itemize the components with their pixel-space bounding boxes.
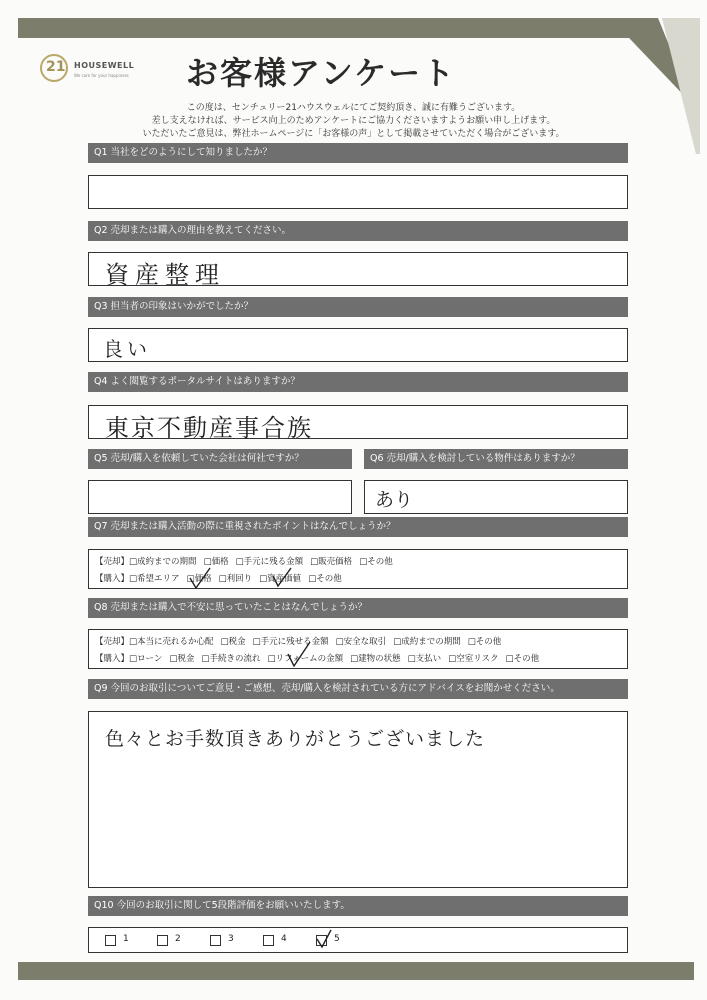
q4-answer: 東京不動産事合族 <box>105 414 313 442</box>
q8-buy-option[interactable]: □建物の状態 <box>350 654 401 664</box>
q8-checkmark-icon <box>285 640 313 670</box>
q7-buy-prefix: 【購入】 <box>95 574 130 584</box>
q10-label: Q10 今回のお取引に関して5段階評価をお願いいたします。 <box>88 896 628 916</box>
q2-label: Q2 売却または購入の理由を教えてください。 <box>88 221 628 241</box>
q3-answer: 良い <box>103 337 151 361</box>
q8-buy-row <box>95 652 546 664</box>
rating-checkbox-3[interactable] <box>210 935 221 946</box>
q8-sell-option[interactable]: □安全な取引 <box>335 637 387 647</box>
q4-label: Q4 よく閲覧するポータルサイトはありますか？ <box>88 372 628 392</box>
logo-tagline: We care for your happiness <box>74 73 129 78</box>
q8-buy-option[interactable]: □手続きの流れ <box>201 654 261 664</box>
q7-sell-option[interactable]: □手元に残る金額 <box>235 557 304 567</box>
q8-label: Q8 売却または購入で不安に思っていたことはなんでしょうか？ <box>88 598 628 618</box>
top-band <box>18 18 658 38</box>
q2-answer-field[interactable] <box>88 252 628 289</box>
q8-buy-option[interactable]: □リフォームの金額 <box>267 654 344 664</box>
q7-sell-option[interactable]: □その他 <box>359 557 393 567</box>
rating-label: 5 <box>334 934 340 944</box>
q7-buy-option[interactable]: □資産価値 <box>259 574 302 584</box>
q8-buy-option[interactable]: □その他 <box>505 654 540 664</box>
q7-checkmark-icon <box>188 566 212 592</box>
company-logo <box>40 52 150 86</box>
q4-answer-field[interactable] <box>88 405 628 442</box>
q8-sell-prefix: 【売却】 <box>95 637 130 647</box>
rating-label: 2 <box>175 934 181 944</box>
rating-label: 3 <box>228 934 234 944</box>
q7-sell-option[interactable]: □価格 <box>203 557 229 567</box>
q5-label: Q5 売却/購入を依頼していた会社は何社ですか？ <box>88 449 352 469</box>
q9-label: Q9 今回のお取引についてご意見・ご感想、売却/購入を検討されている方にアドバイスをお聞かせください。 <box>88 679 628 699</box>
q7-sell-option[interactable]: □成約までの期間 <box>129 557 197 567</box>
q8-buy-option[interactable]: □支払い <box>407 654 442 664</box>
q9-answer: 色々とお手数頂きありがとうございました <box>105 728 486 750</box>
q7-sell-prefix: 【売却】 <box>95 557 130 567</box>
q7-buy-option[interactable]: □その他 <box>308 574 342 584</box>
q7-checkmark-icon <box>271 566 293 590</box>
q1-label: Q1 当社をどのようにして知りましたか？ <box>88 143 628 163</box>
q8-sell-option[interactable]: □成約までの期間 <box>393 637 461 647</box>
q8-options <box>88 629 628 669</box>
q7-sell-option[interactable]: □販売価格 <box>310 557 353 567</box>
q8-buy-option[interactable]: □空室リスク <box>448 654 499 664</box>
q5-answer-field[interactable] <box>88 480 352 514</box>
rating-checkbox-2[interactable] <box>157 935 168 946</box>
q2-answer: 資産整理 <box>105 261 225 289</box>
q8-sell-option[interactable]: □本当に売れるか心配 <box>129 637 214 647</box>
q8-sell-option[interactable]: □手元に残せる金額 <box>252 637 329 647</box>
q7-label: Q7 売却または購入活動の際に重視されたポイントはなんでしょうか？ <box>88 517 628 537</box>
q7-buy-option[interactable]: □価格 <box>186 574 212 584</box>
rating-label: 4 <box>281 934 287 944</box>
q7-buy-option[interactable]: □利回り <box>218 574 253 584</box>
rating-checkbox-4[interactable] <box>263 935 274 946</box>
rating-label: 1 <box>123 934 129 944</box>
q1-answer-field[interactable] <box>88 175 628 209</box>
q8-sell-option[interactable]: □税金 <box>220 637 246 647</box>
q10-rating-row <box>88 927 628 953</box>
q6-answer-field[interactable] <box>364 480 628 514</box>
q6-label: Q6 売却/購入を検討している物件はありますか？ <box>364 449 628 469</box>
q8-buy-prefix: 【購入】 <box>95 654 130 664</box>
intro-line-3: いただいたご意見は、弊社ホームページに「お客様の声」として掲載させていただく場合がございます。 <box>142 129 565 139</box>
intro-line-1: この度は、センチュリー21ハウスウェルにてご契約頂き、誠に有難うございます。 <box>186 103 521 113</box>
q3-answer-field[interactable] <box>88 328 628 362</box>
bottom-band <box>18 962 694 980</box>
q8-sell-option[interactable]: □その他 <box>467 637 502 647</box>
q3-label: Q3 担当者の印象はいかがでしたか？ <box>88 297 628 317</box>
rating-checkbox-1[interactable] <box>105 935 116 946</box>
q8-buy-option[interactable]: □税金 <box>169 654 195 664</box>
q7-buy-row <box>95 572 349 584</box>
q8-buy-option[interactable]: □ローン <box>129 654 163 664</box>
page-title: お客様アンケート <box>186 54 457 92</box>
logo-wordmark: HOUSEWELL <box>74 61 135 70</box>
q6-answer: あり <box>375 489 414 511</box>
rating-checkmark-icon <box>315 929 333 949</box>
q7-buy-option[interactable]: □希望エリア <box>129 574 180 584</box>
q7-options <box>88 549 628 589</box>
intro-line-2: 差し支えなければ、サービス向上のためアンケートにご協力くださいますようお願い申し上げます。 <box>151 116 556 126</box>
q7-sell-row <box>95 555 400 567</box>
logo-number: 21 <box>46 59 66 75</box>
q9-answer-field[interactable] <box>88 711 628 888</box>
